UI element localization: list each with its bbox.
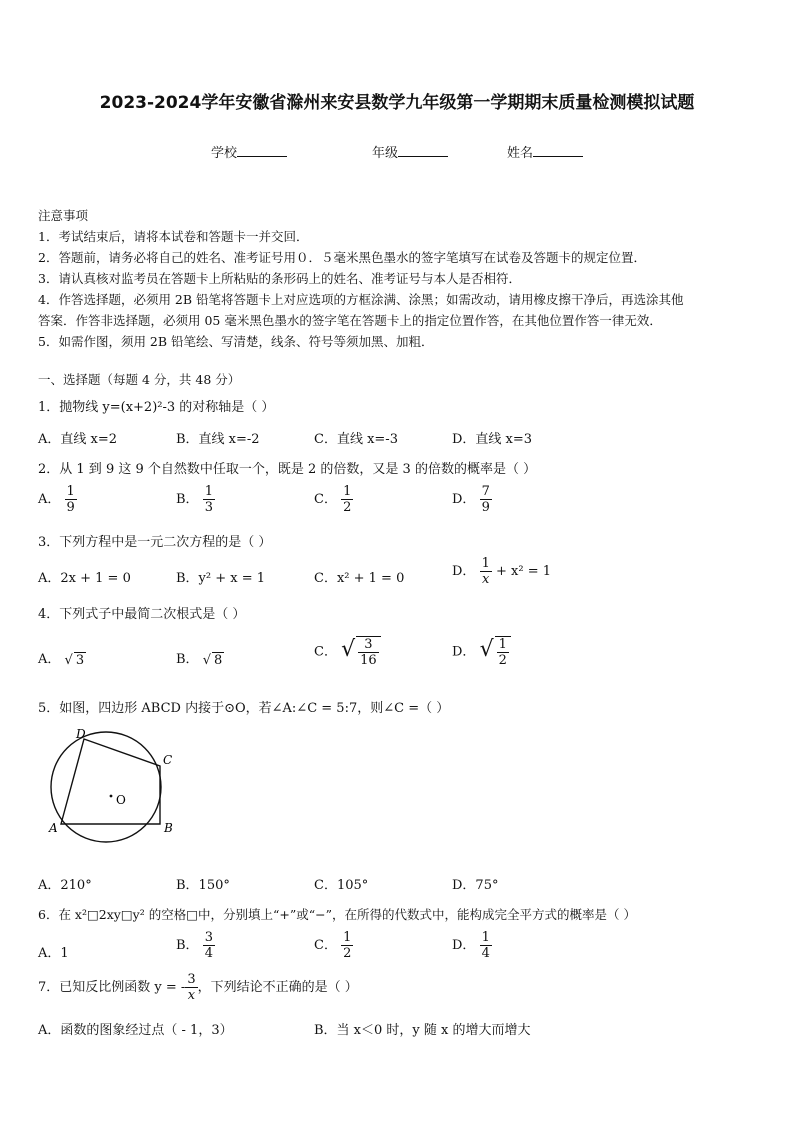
q5-option-a: A．210° [38, 878, 92, 893]
q7-fraction [185, 972, 197, 1003]
q6-d-label: D． [452, 938, 476, 953]
q4-b-sqrt: √ 8 [202, 652, 223, 668]
q7-option-b: B．当 x＜0 时，y 随 x 的增大而增大 [314, 1023, 531, 1038]
q6-b-den: 4 [204, 946, 213, 961]
q4-d-label: D． [452, 644, 476, 660]
q3-option-a: A．2x + 1 = 0 [38, 571, 131, 586]
q2-option-d [452, 484, 492, 515]
label-b: B [164, 821, 173, 835]
q4-option-c [314, 636, 381, 668]
notice-item: 4．作答选择题，必须用 2B 铅笔将答题卡上对应选项的方框涂满、涂黑；如需改动，请用橡皮擦干净后，再选涂其他 [38, 292, 684, 307]
q2-d-den: 9 [481, 500, 490, 515]
q4-d-sqrt: √ $\frac{1}{2}$ [480, 636, 511, 668]
q6-stem: 6．在 x²□2xy□y² 的空格□中，分别填上“+”或“−”，在所得的代数式中，能构成完全平方式的概率是（ ） [38, 907, 637, 922]
q5-stem: 5．如图，四边形 ABCD 内接于⊙O，若∠A:∠C = 5:7，则∠C =（ ） [38, 701, 450, 716]
q4-option-b [176, 648, 224, 668]
q2-b-label: B． [176, 492, 199, 507]
q2-c-den: 2 [343, 500, 352, 515]
q1-option-a: A．直线 x=2 [38, 432, 118, 447]
q6-c-fraction [341, 930, 353, 961]
q7-stem-pre: 7．已知反比例函数 y = - [38, 980, 186, 995]
q4-option-d [452, 636, 511, 668]
q1-option-c: C．直线 x=-3 [314, 432, 398, 447]
grade-field [372, 142, 448, 161]
q2-a-num: 1 [66, 484, 75, 499]
section-heading: 一、选择题（每题 4 分，共 48 分） [38, 372, 241, 387]
notice-item: 2．答题前，请务必将自己的姓名、准考证号用０．５毫米黑色墨水的签字笔填写在试卷及答题卡的规定位置． [38, 250, 646, 265]
q2-b-num: 1 [204, 484, 213, 499]
q6-d-den: 4 [481, 946, 490, 961]
q4-a-radicand: 3 [75, 652, 85, 668]
q2-option-c [314, 484, 353, 515]
q7-stem-post: ，下列结论不正确的是（ ） [197, 980, 358, 995]
q6-c-label: C． [314, 938, 337, 953]
q5-option-d: D．75° [452, 878, 499, 893]
q3-d-den: x [482, 572, 490, 587]
name-field [507, 142, 583, 161]
label-d: D [76, 727, 86, 741]
q4-a-label: A． [38, 652, 61, 667]
q2-c-label: C． [314, 492, 337, 507]
q2-option-a [38, 484, 77, 515]
q6-option-b [176, 930, 215, 961]
q7-den: x [187, 988, 196, 1003]
q4-a-sqrt: √ 3 [64, 652, 85, 668]
q6-c-den: 2 [343, 946, 352, 961]
q3-d-num: 1 [481, 556, 490, 571]
q2-a-fraction [65, 484, 77, 515]
notice-item: 5．如需作图，须用 2B 铅笔绘、写清楚，线条、符号等须加黑、加粗． [38, 334, 434, 349]
q3-option-b: B．y² + x = 1 [176, 571, 266, 586]
q7-stem [38, 972, 358, 1003]
q5-option-b: B．150° [176, 878, 230, 893]
q3-stem: 3．下列方程中是一元二次方程的是（ ） [38, 535, 272, 550]
notice-heading: 注意事项 [38, 208, 89, 223]
quadrilateral-abcd [61, 739, 160, 824]
q6-b-label: B． [176, 938, 199, 953]
notice-item: 3．请认真核对监考员在答题卡上所粘贴的条形码上的姓名、准考证号与本人是否相符． [38, 271, 521, 286]
grade-label: 年级 [372, 146, 399, 161]
q3-option-c: C．x² + 1 = 0 [314, 571, 405, 586]
q2-c-num: 1 [343, 484, 352, 499]
q6-b-num: 3 [204, 930, 213, 945]
q6-option-c [314, 930, 353, 961]
label-a: A [49, 821, 58, 835]
q2-d-label: D． [452, 492, 476, 507]
label-c: C [163, 753, 173, 767]
q7-num: 3 [187, 972, 196, 987]
q2-b-den: 3 [204, 500, 213, 515]
q4-c-num: 3 [358, 637, 379, 653]
q6-c-num: 1 [343, 930, 352, 945]
school-field [211, 142, 287, 161]
q6-b-fraction [203, 930, 215, 961]
q2-stem: 2．从 1 到 9 这 9 个自然数中任取一个，既是 2 的倍数，又是 3 的倍数的概率是（ ） [38, 462, 537, 477]
page-title: 2023-2024学年安徽省滁州来安县数学九年级第一学期期末质量检测模拟试题 [99, 93, 695, 113]
q1-option-b: B．直线 x=-2 [176, 432, 260, 447]
q2-c-fraction [341, 484, 353, 515]
q4-b-radicand: 8 [214, 652, 223, 668]
q6-d-num: 1 [481, 930, 490, 945]
label-o: O [116, 793, 126, 807]
school-blank [237, 144, 287, 157]
q5-circle-figure [40, 726, 190, 846]
q4-d-den: 2 [498, 653, 507, 668]
q2-a-label: A． [38, 492, 61, 507]
q3-d-label: D． [452, 564, 476, 579]
q2-d-fraction [480, 484, 492, 515]
q6-option-d [452, 930, 492, 961]
q2-option-b [176, 484, 215, 515]
q1-option-d: D．直线 x=3 [452, 432, 533, 447]
q4-stem: 4．下列式子中最简二次根式是（ ） [38, 607, 246, 622]
notice-item: 答案．作答非选择题，必须用 05 毫米黑色墨水的签字笔在答题卡上的指定位置作答，在其他位置作答一律无效． [38, 313, 662, 328]
q1-stem: 1．抛物线 y=(x+2)²-3 的对称轴是（ ） [38, 400, 275, 415]
name-label: 姓名 [507, 146, 534, 161]
q2-a-den: 9 [66, 500, 75, 515]
circle-o [51, 732, 161, 842]
q6-d-fraction [480, 930, 492, 961]
q4-c-sqrt: √ $\frac{3}{16}$ [341, 636, 381, 668]
q3-d-rest: + x² = 1 [491, 564, 551, 579]
q4-option-a [38, 648, 86, 668]
q3-option-d [452, 556, 551, 587]
q5-option-c: C．105° [314, 878, 369, 893]
grade-blank [398, 144, 448, 157]
q3-d-fraction [480, 556, 492, 587]
q7-option-a: A．函数的图象经过点（ - 1，3） [38, 1023, 233, 1038]
name-blank [533, 144, 583, 157]
q2-d-num: 7 [481, 484, 490, 499]
notice-item: 1．考试结束后，请将本试卷和答题卡一并交回． [38, 229, 309, 244]
q4-c-label: C． [314, 644, 337, 660]
q2-b-fraction [203, 484, 215, 515]
center-point [110, 795, 113, 798]
notice-block [38, 205, 758, 352]
school-label: 学校 [211, 146, 238, 161]
q6-option-a: A．1 [38, 946, 69, 961]
q4-c-den: 16 [360, 653, 377, 668]
q4-d-num: 1 [498, 637, 507, 652]
q4-b-label: B． [176, 652, 199, 667]
